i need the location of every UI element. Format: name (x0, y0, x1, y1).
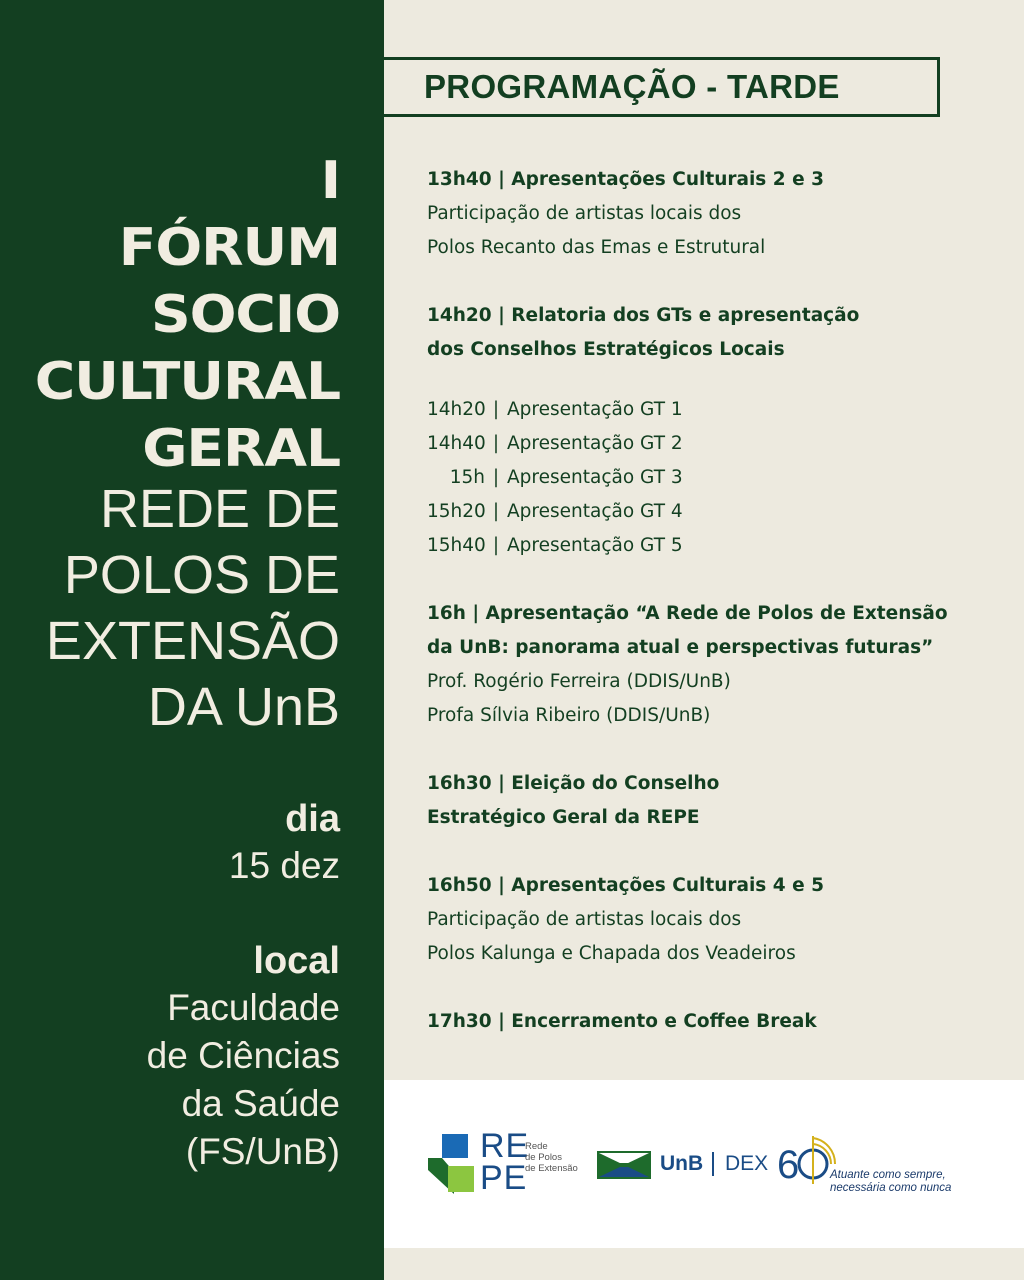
session-title: 16h50 | Apresentações Culturais 4 e 5 (427, 875, 824, 896)
date-label: dia (285, 798, 340, 840)
session-title: da UnB: panorama atual e perspectivas futuras” (427, 637, 934, 658)
location-line: Faculdade (167, 987, 340, 1028)
unb-wordmark: UnB (660, 1152, 704, 1175)
session-detail: Participação de artistas locais dos (427, 909, 742, 930)
subtitle-line: EXTENSÃO (45, 611, 340, 671)
session-speaker: Prof. Rogério Ferreira (DDIS/UnB) (427, 671, 731, 692)
gt-time: 15h20 (427, 501, 486, 522)
event-location (147, 938, 340, 1176)
session-title: 16h30 | Eleição do Conselho (427, 773, 720, 794)
gt-row (427, 529, 948, 563)
gt-separator: | (492, 501, 500, 522)
title-line: GERAL (142, 419, 340, 479)
schedule-heading-box (384, 57, 940, 117)
session-title: dos Conselhos Estratégicos Locais (427, 339, 785, 360)
repe-sub-line: de Extensão (525, 1163, 578, 1174)
slogan-line: necessária como nunca (830, 1182, 952, 1194)
gt-label: Apresentação GT 4 (507, 501, 683, 522)
gt-separator: | (492, 467, 500, 488)
svg-text:6: 6 (777, 1143, 800, 1186)
title-line: I (320, 151, 340, 211)
event-date (229, 796, 340, 890)
repe-logo-icon (428, 1134, 476, 1196)
repe-subtitle (525, 1141, 578, 1174)
location-line: de Ciências (146, 1035, 340, 1076)
title-line: CULTURAL (34, 352, 340, 412)
session-title: 13h40 | Apresentações Culturais 2 e 3 (427, 169, 824, 190)
schedule-heading: PROGRAMAÇÃO - TARDE (424, 68, 840, 105)
gt-time: 14h40 (427, 433, 486, 454)
session-speaker: Profa Sílvia Ribeiro (DDIS/UnB) (427, 705, 711, 726)
event-title (34, 148, 341, 483)
sixty-years-icon (777, 1134, 837, 1186)
title-line: FÓRUM (118, 218, 341, 278)
schedule (427, 163, 948, 1039)
gt-row (427, 393, 948, 427)
slogan (830, 1169, 951, 1195)
divider (712, 1152, 714, 1176)
location-label: local (253, 940, 340, 982)
subtitle-line: DA UnB (147, 677, 340, 737)
repe-line: RE (480, 1127, 530, 1165)
gt-row (427, 495, 948, 529)
title-line: SOCIO (150, 285, 340, 345)
location-line: da Saúde (181, 1083, 340, 1124)
session-title: Estratégico Geral da REPE (427, 807, 700, 828)
gt-separator: | (492, 433, 500, 454)
left-panel (0, 0, 384, 1280)
unb-flag-icon (597, 1151, 651, 1179)
gt-label: Apresentação GT 3 (507, 467, 683, 488)
gt-label: Apresentação GT 1 (507, 399, 683, 420)
gt-time: 15h40 (427, 535, 486, 556)
subtitle-line: POLOS DE (63, 545, 340, 605)
session-title: 17h30 | Encerramento e Coffee Break (427, 1011, 817, 1032)
gt-label: Apresentação GT 5 (507, 535, 683, 556)
dex-wordmark: DEX (725, 1152, 769, 1175)
gt-label: Apresentação GT 2 (507, 433, 683, 454)
gt-row (427, 427, 948, 461)
location-line: (FS/UnB) (185, 1131, 340, 1172)
event-subtitle (46, 476, 340, 740)
repe-sub-line: Rede (525, 1141, 548, 1152)
slogan-line: Atuante como sempre, (830, 1169, 946, 1181)
date-value: 15 dez (228, 845, 340, 886)
repe-wordmark (480, 1127, 530, 1197)
gt-time: 15h (449, 467, 485, 488)
session-detail: Polos Kalunga e Chapada dos Veadeiros (427, 943, 796, 964)
repe-line: PE (480, 1159, 528, 1197)
footer-logos (384, 1080, 1024, 1248)
session-title: 14h20 | Relatoria dos GTs e apresentação (427, 305, 860, 326)
repe-sub-line: de Polos (525, 1152, 562, 1163)
session-detail: Polos Recanto das Emas e Estrutural (427, 237, 766, 258)
gt-separator: | (492, 399, 500, 420)
gt-row (427, 461, 948, 495)
subtitle-line: REDE DE (99, 479, 340, 539)
gt-separator: | (492, 535, 500, 556)
gt-time: 14h20 (427, 399, 486, 420)
session-detail: Participação de artistas locais dos (427, 203, 742, 224)
session-title: 16h | Apresentação “A Rede de Polos de Extensão (427, 603, 948, 624)
